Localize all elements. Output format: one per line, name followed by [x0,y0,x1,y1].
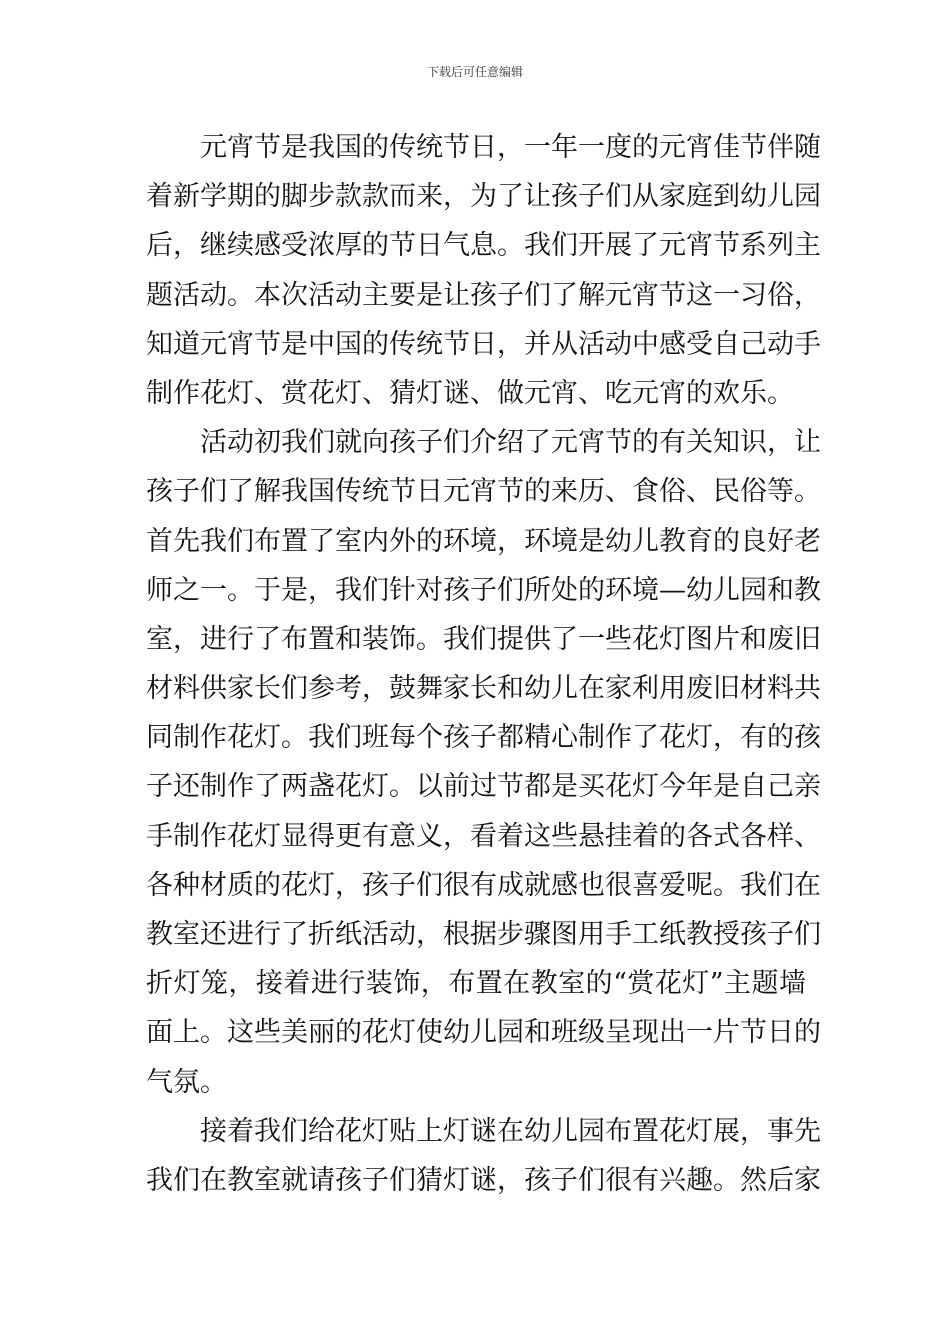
paragraph-line: 我们在教室就请孩子们猜灯谜，孩子们很有兴趣。然后家 [146,1164,821,1196]
paragraph-line: 气氛。 [146,1066,227,1098]
paragraph-line: 首先我们布置了室内外的环境，环境是幼儿教育的良好老 [146,525,821,557]
paragraph-line: 材料供家长们参考，鼓舞家长和幼儿在家利用废旧材料共 [146,673,821,705]
paragraph-line: 接着我们给花灯贴上灯谜在幼儿园布置花灯展，事先 [200,1115,821,1147]
document-body [146,123,821,1205]
paragraph-1 [146,123,821,418]
paragraph-line: 着新学期的脚步款款而来，为了让孩子们从家庭到幼儿园 [146,181,821,213]
paragraph-line: 教室还进行了折纸活动，根据步骤图用手工纸教授孩子们 [146,919,821,950]
paragraph-line: 折灯笼，接着进行装饰，布置在教室的“赏花灯”主题墙 [146,968,806,1000]
paragraph-line: 题活动。本次活动主要是让孩子们了解元宵节这一习俗， [146,279,821,311]
paragraph-line: 后，继续感受浓厚的节日气息。我们开展了元宵节系列主 [146,230,821,262]
paragraph-line: 同制作花灯。我们班每个孩子都精心制作了花灯，有的孩 [146,722,821,754]
paragraph-line: 制作花灯、赏花灯、猜灯谜、做元宵、吃元宵的欢乐。 [146,377,794,409]
page-header: 下载后可任意编辑 [426,65,523,79]
paragraph-line: 手制作花灯显得更有意义，看着这些悬挂着的各式各样、 [146,820,821,852]
paragraph-2 [146,418,821,1107]
paragraph-line: 面上。这些美丽的花灯使幼儿园和班级呈现出一片节日的 [146,1017,821,1049]
paragraph-line: 知道元宵节是中国的传统节日，并从活动中感受自己动手 [146,328,821,360]
paragraph-line: 元宵节是我国的传统节日，一年一度的元宵佳节伴随 [200,132,821,163]
paragraph-line: 师之一。于是，我们针对孩子们所处的环境—幼儿园和教 [146,574,821,606]
paragraph-line: 活动初我们就向孩子们介绍了元宵节的有关知识，让 [200,427,821,459]
paragraph-line: 室，进行了布置和装饰。我们提供了一些花灯图片和废旧 [146,623,821,655]
paragraph-line: 各种材质的花灯，孩子们很有成就感也很喜爱呢。我们在 [146,869,821,901]
paragraph-line: 子还制作了两盏花灯。以前过节都是买花灯今年是自己亲 [146,771,821,803]
paragraph-3 [146,1107,821,1205]
paragraph-line: 孩子们了解我国传统节日元宵节的来历、食俗、民俗等。 [146,476,821,508]
